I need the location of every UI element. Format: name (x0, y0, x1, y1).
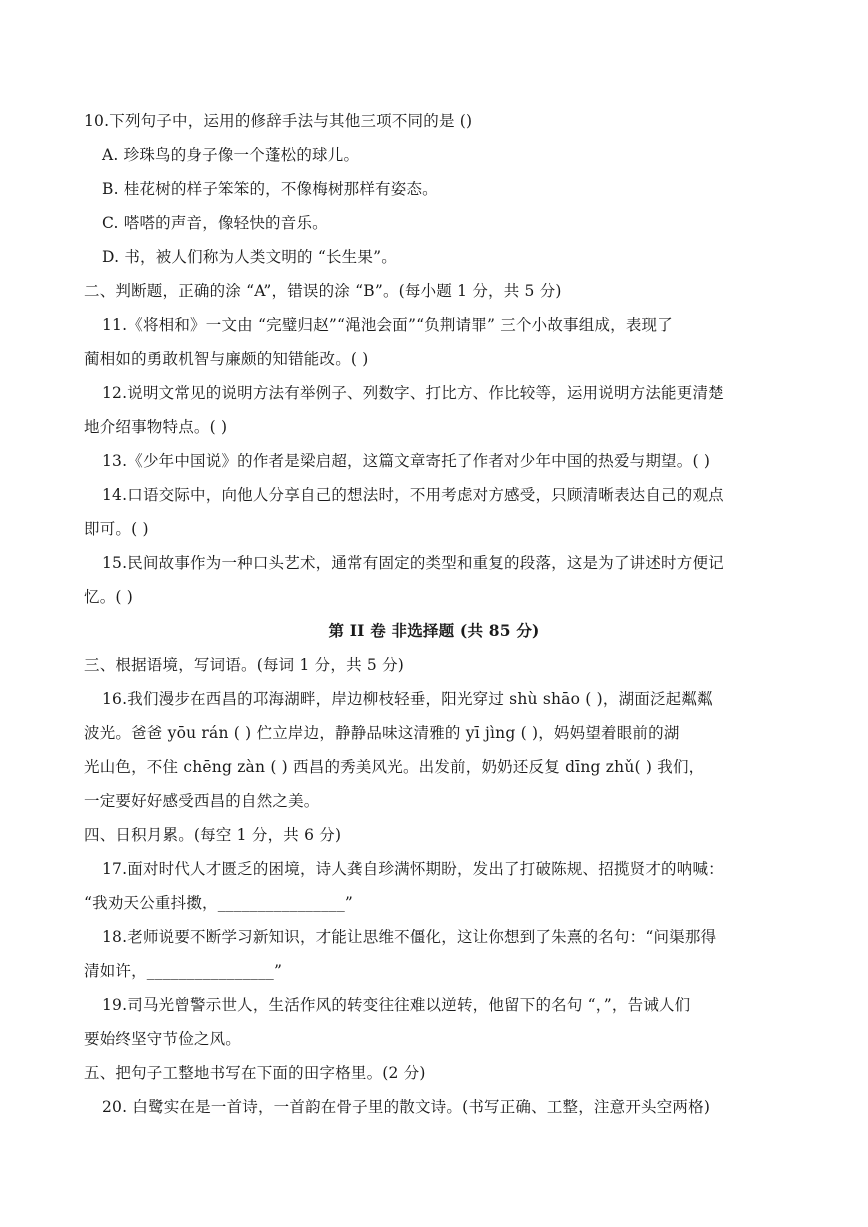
q19-line1: 19.司马光曾警示世人，生活作风的转变往往难以逆转，他留下的名句 “，”，告诫人们 (102, 996, 691, 1014)
q10-option-a: A. 珍珠鸟的身子像一个蓬松的球儿。 (102, 146, 360, 164)
q12-line1: 12.说明文常见的说明方法有举例子、列数字、打比方、作比较等，运用说明方法能更清楚 (102, 384, 724, 402)
q13-line1: 13.《少年中国说》的作者是梁启超，这篇文章寄托了作者对少年中国的热爱与期望。( ) (102, 452, 711, 470)
section2-title: 二、判断题，正确的涂 “A”，错误的涂 “B”。(每小题 1 分，共 5 分) (84, 282, 562, 300)
q15-line1: 15.民间故事作为一种口头艺术，通常有固定的类型和重复的段落，这是为了讲述时方便记 (102, 554, 724, 572)
q20-line1: 20. 白鹭实在是一首诗，一首韵在骨子里的散文诗。(书写正确、工整，注意开头空两格) (102, 1098, 711, 1116)
q16-line4: 一定要好好感受西昌的自然之美。 (84, 792, 320, 810)
section4-title: 四、日积月累。(每空 1 分，共 6 分) (84, 826, 342, 844)
q18-line2: 清如许，________________” (84, 962, 283, 980)
q16-line1: 16.我们漫步在西昌的邛海湖畔，岸边柳枝轻垂，阳光穿过 shù shāo ( )，湖面泛起粼粼 (102, 690, 713, 708)
q15-line2: 忆。( ) (84, 588, 134, 606)
q10-stem: 10.下列句子中，运用的修辞手法与其他三项不同的是 () (84, 112, 473, 130)
q10-option-c: C. 嗒嗒的声音，像轻快的音乐。 (102, 214, 328, 232)
q16-line3: 光山色，不住 chēng zàn ( ) 西昌的秀美风光。出发前，奶奶还反复 dīng zhǔ( ) 我们， (84, 758, 705, 776)
q10-option-b: B. 桂花树的样子笨笨的，不像梅树那样有姿态。 (102, 180, 438, 198)
q18-line1: 18.老师说要不断学习新知识，才能让思维不僵化，这让你想到了朱熹的名句：“问渠那得 (102, 928, 717, 946)
q11-line2: 蔺相如的勇敢机智与廉颇的知错能改。( ) (84, 350, 369, 368)
section5-title: 五、把句子工整地书写在下面的田字格里。(2 分) (84, 1064, 426, 1082)
section3-title: 三、根据语境，写词语。(每词 1 分，共 5 分) (84, 656, 405, 674)
q14-line2: 即可。( ) (84, 520, 149, 538)
q10-option-d: D. 书，被人们称为人类文明的 “长生果”。 (102, 248, 397, 266)
q17-line2: “我劝天公重抖擞，________________” (84, 894, 354, 912)
q19-line2: 要始终坚守节俭之风。 (84, 1030, 242, 1048)
q17-line1: 17.面对时代人才匮乏的困境，诗人龚自珍满怀期盼，发出了打破陈规、招揽贤才的呐喊： (102, 860, 724, 878)
part2-title: 第 II 卷 非选择题 (共 85 分) (328, 621, 540, 640)
q11-line1: 11.《将相和》一文由 “完璧归赵”“渑池会面”“负荆请罪” 三个小故事组成，表现了 (102, 316, 673, 334)
q14-line1: 14.口语交际中，向他人分享自己的想法时，不用考虑对方感受，只顾清晰表达自己的观点 (102, 486, 724, 504)
q16-line2: 波光。爸爸 yōu rán ( ) 伫立岸边，静静品味这清雅的 yī jìng ( )，妈妈望着眼前的湖 (84, 724, 680, 742)
q12-line2: 地介绍事物特点。( ) (84, 418, 228, 436)
